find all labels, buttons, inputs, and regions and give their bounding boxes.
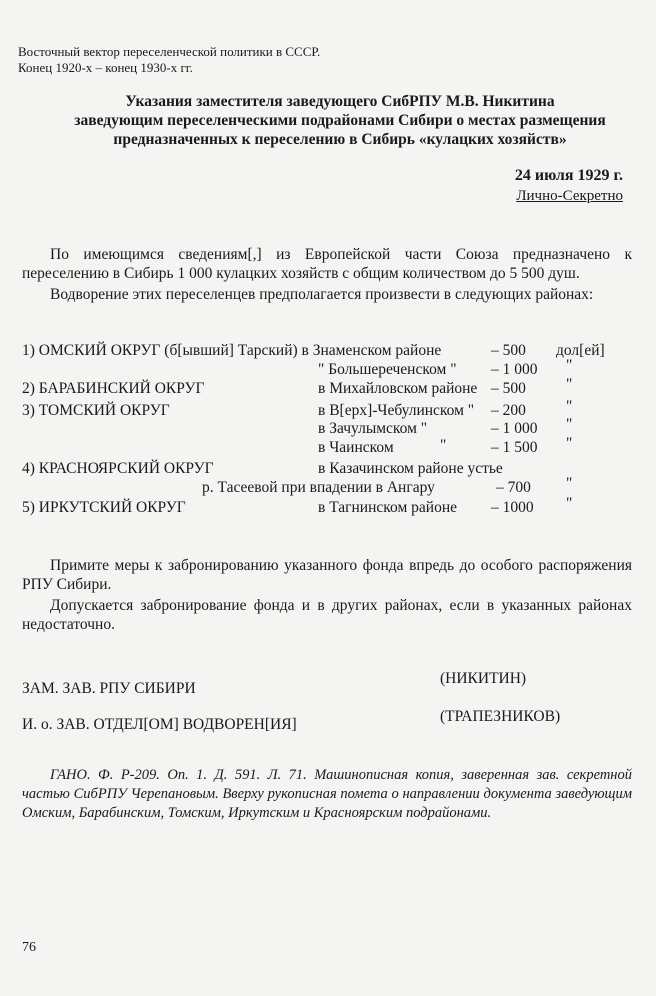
running-header-line-1: Восточный вектор переселенческой политики в СССР. [18, 44, 321, 59]
title-line-2: заведующим переселенческими подрайонами Сибири о местах размещения [74, 112, 606, 129]
list-okrug-krasnoyarsk: 4) КРАСНОЯРСКИЙ ОКРУГ [22, 460, 214, 477]
title-line-1: Указания заместителя заведующего СибРПУ М.В. Никитина [125, 93, 555, 110]
list-okrug-irkutsk: 5) ИРКУТСКИЙ ОКРУГ [22, 499, 186, 516]
archival-source-note: ГАНО. Ф. Р-209. Оп. 1. Д. 591. Л. 71. Машинописная копия, заверенная зав. секретной частью СибРПУ Черепановым. Вверху рукописная помета о направлении документа заведующим Омским, Барабинским, Томским, Иркутским и Красноярским подрайонами. [22, 767, 632, 821]
paragraph-3: Примите меры к забронированию указанного фонда впредь до особого распоряжения РПУ Сибири. [22, 557, 632, 593]
paragraph-4: Допускается забронирование фонда и в других районах, если в указанных районах недостаточно. [22, 597, 632, 633]
title-line-3: предназначенных к переселению в Сибирь «кулацких хозяйств» [113, 131, 567, 148]
list-rayon: р. Тасеевой при впадении в Ангару [202, 479, 435, 496]
secrecy-stamp: Лично-Секретно [516, 188, 623, 204]
list-number: – 1000 [491, 499, 534, 516]
list-rayon: в Зачулымском " [318, 420, 428, 437]
list-number: – 200 [491, 402, 526, 419]
list-number: – 1 500 [491, 439, 538, 456]
signature-role-2: И. о. ЗАВ. ОТДЕЛ[ОМ] ВОДВОРЕН[ИЯ] [22, 716, 297, 733]
list-rayon: в Михайловском районе [318, 380, 478, 397]
list-number: – 500 [491, 380, 526, 397]
list-unit: дол[ей] [556, 342, 605, 359]
list-rayon: в Казачинском районе устье [318, 460, 503, 477]
document-date: 24 июля 1929 г. [514, 167, 623, 184]
list-number: – 1 000 [491, 420, 538, 437]
list-ditto: " [566, 376, 573, 393]
list-rayon: в Тагнинском районе [318, 499, 458, 516]
list-ditto: " [566, 475, 573, 492]
list-ditto: " [566, 357, 573, 374]
list-number: – 500 [491, 342, 526, 359]
list-rayon: " Большереченском " [318, 361, 457, 378]
list-ditto: " [440, 437, 447, 454]
list-okrug-omsk: 1) ОМСКИЙ ОКРУГ (б[ывший] Тарский) в Знаменском районе [22, 342, 442, 359]
list-ditto: " [566, 416, 573, 433]
list-rayon: в Чаинском [318, 439, 394, 456]
paragraph-2: Водворение этих переселенцев предполагается произвести в следующих районах: [50, 286, 594, 303]
running-header-line-2: Конец 1920-х – конец 1930-х гг. [18, 60, 193, 75]
signature-name-1: (НИКИТИН) [440, 670, 527, 687]
list-ditto: " [566, 435, 573, 452]
paragraph-1: По имеющимся сведениям[,] из Европейской части Союза предназначено к переселению в Сибирь 1 000 кулацких хозяйств с общим количеством до 5 500 душ. [22, 246, 632, 282]
list-okrug-barabinsk: 2) БАРАБИНСКИЙ ОКРУГ [22, 380, 205, 397]
page-number: 76 [22, 940, 36, 955]
list-ditto: " [566, 398, 573, 415]
signature-role-1: ЗАМ. ЗАВ. РПУ СИБИРИ [22, 680, 196, 697]
list-rayon: в В[ерх]-Чебулинском " [318, 402, 475, 419]
document-title [40, 92, 640, 149]
list-number: – 1 000 [491, 361, 538, 378]
list-ditto: " [566, 495, 573, 512]
signature-name-2: (ТРАПЕЗНИКОВ) [440, 708, 561, 725]
list-number: – 700 [496, 479, 531, 496]
list-okrug-tomsk: 3) ТОМСКИЙ ОКРУГ [22, 402, 170, 419]
